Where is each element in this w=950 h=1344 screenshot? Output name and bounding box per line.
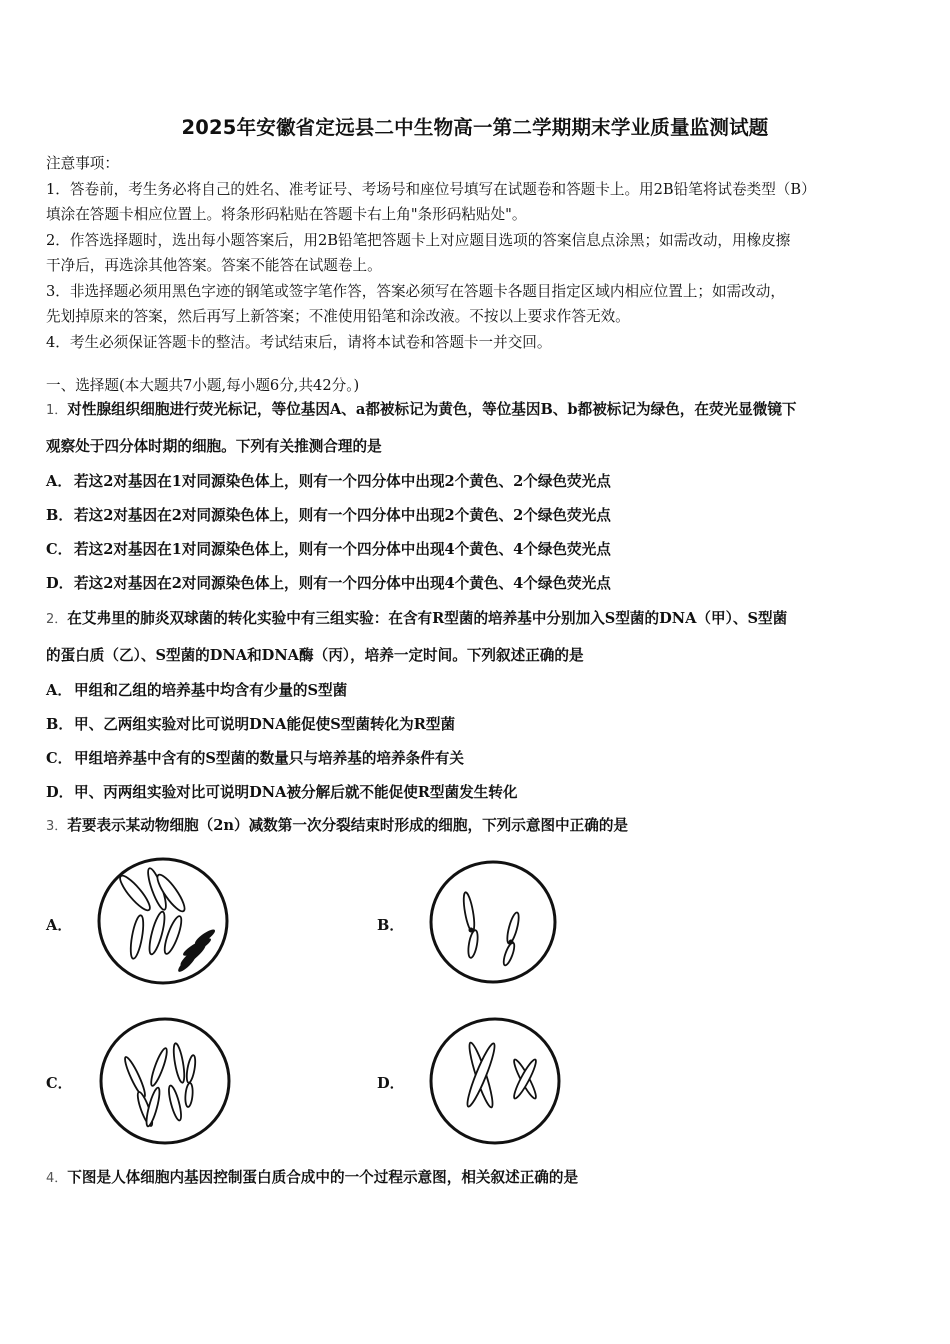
option-label: D． [46, 575, 74, 592]
option-text: 若这2对基因在2对同源染色体上，则有一个四分体中出现2个黄色、2个绿色荧光点 [74, 507, 611, 524]
option-a [46, 674, 908, 708]
option-text: 若这2对基因在1对同源染色体上，则有一个四分体中出现4个黄色、4个绿色荧光点 [74, 541, 611, 558]
question-3 [46, 808, 908, 845]
notice-line: 2．作答选择题时，选出每小题答案后，用2B铅笔把答题卡上对应题目选项的答案信息点涂黑；如需改动，用橡皮擦 [46, 231, 791, 249]
page-title: 2025年安徽省定远县二中生物高一第二学期期末学业质量监测试题 [181, 116, 769, 139]
notice-line: 4．考生必须保证答题卡的整洁。考试结束后，请将本试卷和答题卡一并交回。 [46, 333, 552, 351]
option-b [46, 708, 908, 742]
figure-label-c: C． [46, 1075, 73, 1092]
question-text: 的蛋白质（乙）、S型菌的DNA和DNA酶（丙），培养一定时间。下列叙述正确的是 [46, 647, 584, 664]
notice-line: 干净后，再选涂其他答案。答案不能答在试题卷上。 [46, 257, 382, 274]
question-text: 在艾弗里的肺炎双球菌的转化实验中有三组实验：在含有R型菌的培养基中分别加入S型菌的DNA（甲）、S型菌 [67, 610, 788, 627]
question-text: 下图是人体细胞内基因控制蛋白质合成中的一个过程示意图，相关叙述正确的是 [67, 1169, 579, 1186]
question-number: 4． [46, 1171, 68, 1186]
question-4 [46, 1160, 908, 1197]
option-label: A． [46, 473, 72, 490]
notice-line: 3．非选择题必须用黑色字迹的钢笔或签字笔作答，答案必须写在答题卡各题目指定区域内相应位置上；如需改动， [46, 282, 785, 300]
option-label: A． [46, 682, 72, 699]
question-number: 2． [46, 612, 68, 627]
option-c [46, 533, 908, 567]
notice-line: 填涂在答题卡相应位置上。将条形码粘贴在答题卡右上角"条形码粘贴处"。 [46, 206, 527, 223]
question-text: 对性腺组织细胞进行荧光标记，等位基因A、a都被标记为黄色，等位基因B、b都被标记为绿色，在荧光显微镜下 [67, 401, 797, 418]
option-text: 甲、丙两组实验对比可说明DNA被分解后就不能促使R型菌发生转化 [74, 784, 518, 801]
question-number: 3． [46, 819, 68, 834]
option-b [46, 499, 908, 533]
figure-label-d: D． [377, 1075, 405, 1092]
question-2 [46, 601, 908, 810]
section-heading: 一、选择题(本大题共7小题,每小题6分,共42分。) [46, 377, 360, 394]
figure-label-b: B． [377, 917, 404, 934]
option-c [46, 742, 908, 776]
option-label: C． [46, 541, 73, 558]
option-d [46, 776, 908, 810]
option-text: 甲、乙两组实验对比可说明DNA能促使S型菌转化为R型菌 [74, 716, 456, 733]
option-a [46, 465, 908, 499]
option-text: 甲组培养基中含有的S型菌的数量只与培养基的培养条件有关 [74, 750, 464, 767]
question-1 [46, 392, 908, 601]
cell-diagram-c [95, 1015, 235, 1147]
figure-label-a: A． [46, 917, 72, 934]
notice-heading: 注意事项： [46, 155, 119, 172]
question-number: 1． [46, 403, 68, 418]
cell-diagram-d [427, 1015, 563, 1147]
option-label: D． [46, 784, 74, 801]
notice-line: 先划掉原来的答案，然后再写上新答案；不准使用铅笔和涂改液。不按以上要求作答无效。 [46, 308, 630, 325]
notice-block [46, 151, 908, 355]
option-text: 若这2对基因在1对同源染色体上，则有一个四分体中出现2个黄色、2个绿色荧光点 [74, 473, 611, 490]
option-label: B． [46, 507, 73, 524]
cell-diagram-a [95, 855, 235, 987]
option-text: 甲组和乙组的培养基中均含有少量的S型菌 [74, 682, 348, 699]
option-text: 若这2对基因在2对同源染色体上，则有一个四分体中出现4个黄色、4个绿色荧光点 [74, 575, 611, 592]
cell-diagram-b [427, 858, 559, 986]
question-text: 观察处于四分体时期的细胞。下列有关推测合理的是 [46, 438, 382, 455]
option-label: B． [46, 716, 73, 733]
option-label: C． [46, 750, 73, 767]
option-d [46, 567, 908, 601]
question-text: 若要表示某动物细胞（2n）减数第一次分裂结束时形成的细胞，下列示意图中正确的是 [67, 817, 629, 834]
notice-line: 1．答卷前，考生务必将自己的姓名、准考证号、考场号和座位号填写在试题卷和答题卡上。用2B铅笔将试卷类型（B） [46, 180, 816, 198]
